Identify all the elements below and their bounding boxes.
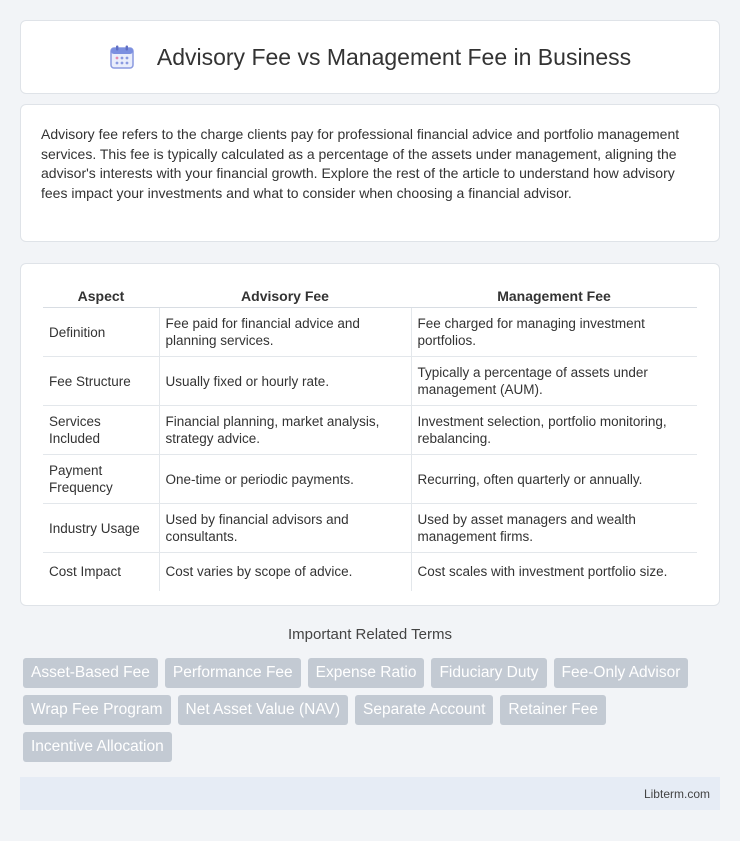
comparison-table (43, 282, 697, 591)
tag-retainer-fee[interactable]: Retainer Fee (500, 695, 606, 725)
tag-fee-only-advisor[interactable]: Fee-Only Advisor (554, 658, 689, 688)
footer-site-link[interactable]: Libterm.com (643, 786, 710, 801)
tag-expense-ratio[interactable]: Expense Ratio (308, 658, 425, 688)
row-advisory: Cost varies by scope of advice. (159, 553, 411, 591)
tag-asset-based-fee[interactable]: Asset-Based Fee (23, 658, 158, 688)
table-row (43, 308, 697, 357)
row-advisory: Financial planning, market analysis, strategy advice. (159, 406, 411, 455)
footer (20, 777, 720, 810)
table-header-row (43, 282, 697, 308)
table-row (43, 553, 697, 591)
calendar-icon (109, 44, 135, 70)
row-advisory: Fee paid for financial advice and planning services. (159, 308, 411, 357)
table-row (43, 357, 697, 406)
row-advisory: One-time or periodic payments. (159, 455, 411, 504)
intro-text: Advisory fee refers to the charge clients pay for professional financial advice and portfolio management services. This fee is typically calculated as a percentage of the assets under management, aligning the advisor's interests with your financial growth. Explore the rest of the article to understand how advisory fees impact your investments and what to consider when choosing a financial advisor. (41, 126, 680, 201)
table-row (43, 504, 697, 553)
row-advisory: Usually fixed or hourly rate. (159, 357, 411, 406)
header (109, 44, 631, 71)
row-aspect: Services Included (43, 406, 159, 455)
tag-incentive-allocation[interactable]: Incentive Allocation (23, 732, 172, 762)
row-aspect: Industry Usage (43, 504, 159, 553)
related-terms-section (20, 626, 720, 769)
related-terms-title: Important Related Terms (288, 626, 452, 643)
related-terms-tags (20, 658, 720, 769)
table-row (43, 406, 697, 455)
row-aspect: Payment Frequency (43, 455, 159, 504)
row-advisory: Used by financial advisors and consultants. (159, 504, 411, 553)
header-aspect: Aspect (43, 282, 159, 308)
row-management: Fee charged for managing investment portfolios. (411, 308, 697, 357)
tag-separate-account[interactable]: Separate Account (355, 695, 493, 725)
intro-card (20, 104, 720, 242)
tag-performance-fee[interactable]: Performance Fee (165, 658, 301, 688)
row-management: Used by asset managers and wealth management firms. (411, 504, 697, 553)
header-card (20, 20, 720, 94)
row-management: Recurring, often quarterly or annually. (411, 455, 697, 504)
page-title: Advisory Fee vs Management Fee in Business (156, 43, 632, 70)
table-row (43, 455, 697, 504)
row-management: Typically a percentage of assets under management (AUM). (411, 357, 697, 406)
row-aspect: Definition (43, 308, 159, 357)
row-management: Cost scales with investment portfolio size. (411, 553, 697, 591)
row-management: Investment selection, portfolio monitoring, rebalancing. (411, 406, 697, 455)
row-aspect: Fee Structure (43, 357, 159, 406)
tag-net-asset-value[interactable]: Net Asset Value (NAV) (178, 695, 349, 725)
tag-fiduciary-duty[interactable]: Fiduciary Duty (431, 658, 546, 688)
tag-wrap-fee-program[interactable]: Wrap Fee Program (23, 695, 171, 725)
header-management-fee: Management Fee (411, 282, 697, 308)
comparison-table-card (20, 263, 720, 606)
header-advisory-fee: Advisory Fee (159, 282, 411, 308)
row-aspect: Cost Impact (49, 564, 122, 580)
